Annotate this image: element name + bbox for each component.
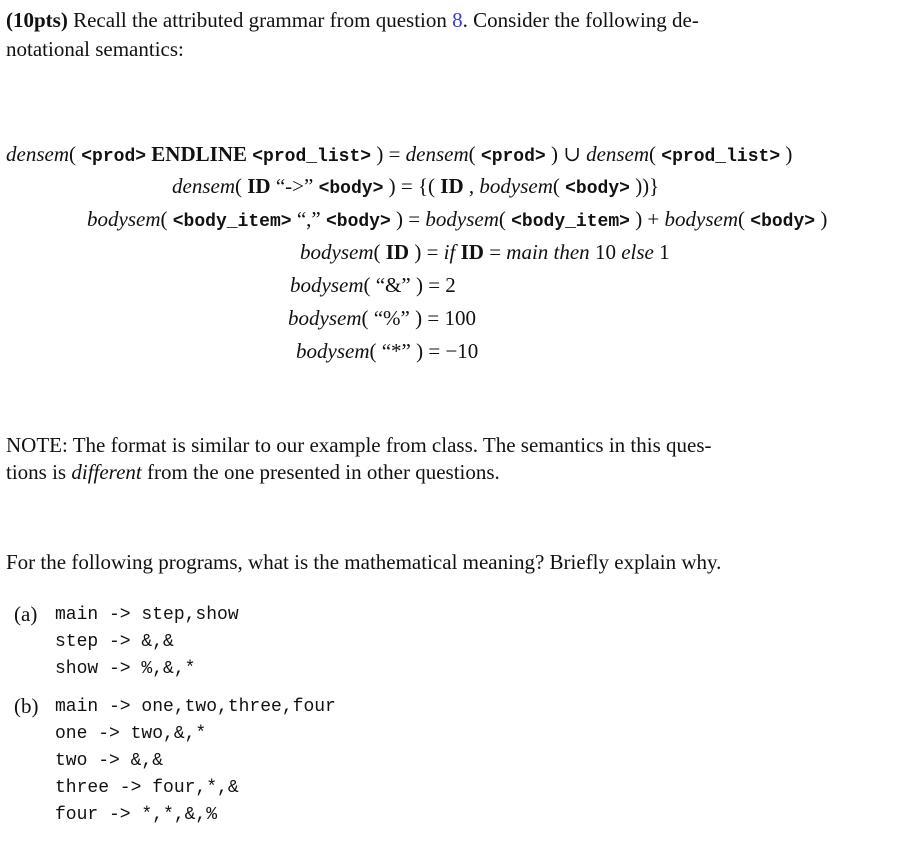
- program-a-label: (a): [14, 602, 38, 626]
- intro-text-a: Recall the attributed grammar from question: [67, 8, 453, 32]
- question-prompt: For the following programs, what is the mathematical meaning? Briefly explain why.: [6, 550, 722, 574]
- literal-main: main: [506, 240, 549, 264]
- bodysem-fn: bodysem: [290, 273, 364, 297]
- keyword-then: then: [548, 240, 590, 264]
- equals: =: [489, 240, 507, 264]
- nonterminal-body: <body>: [325, 212, 391, 232]
- note-line2: [6, 459, 906, 486]
- densem-fn: densem: [586, 142, 650, 166]
- nonterminal-body-item: <body_item>: [511, 212, 630, 232]
- paren: (: [160, 207, 173, 231]
- program-b-label: (b): [14, 694, 39, 718]
- equation-densem-prod-list: [6, 142, 792, 167]
- plus-op: ) +: [629, 207, 665, 231]
- bodysem-fn: bodysem: [296, 339, 370, 363]
- token-arrow: “->”: [270, 174, 319, 198]
- paren: ): [780, 142, 793, 166]
- program-a-line: main -> step,show: [55, 605, 239, 625]
- note-text: tions is: [6, 460, 72, 484]
- paren: (: [552, 174, 566, 198]
- paren: (: [468, 142, 481, 166]
- bodysem-fn: bodysem: [664, 207, 739, 231]
- keyword-if: if: [443, 240, 456, 264]
- paren: (: [738, 207, 751, 231]
- question-header-line2: notational semantics:: [6, 37, 184, 61]
- program-b-line: four -> *,*,&,%: [55, 805, 218, 825]
- paren: ): [815, 207, 828, 231]
- paren: (: [234, 174, 248, 198]
- token-id: ID: [440, 174, 464, 198]
- nonterminal-body: <body>: [565, 179, 630, 199]
- equation-rest: ( “*” ) = −10: [369, 339, 479, 363]
- note-text: from the one presented in other questions.: [141, 460, 500, 484]
- equation-rest: ( “%” ) = 100: [361, 306, 476, 330]
- bodysem-fn: bodysem: [425, 207, 499, 231]
- token-comma: “,”: [291, 207, 326, 231]
- paren: ))}: [629, 174, 660, 198]
- note-paragraph: [6, 432, 906, 486]
- intro-text-b: . Consider the following de-: [462, 8, 699, 32]
- bodysem-fn: bodysem: [479, 174, 553, 198]
- bodysem-fn: bodysem: [300, 240, 374, 264]
- nonterminal-body-item: <body_item>: [172, 212, 292, 232]
- token-id: ID: [247, 174, 271, 198]
- equals: ) =: [371, 142, 406, 166]
- bodysem-fn: bodysem: [288, 306, 362, 330]
- equation-densem-id-body: [172, 174, 659, 199]
- equation-bodysem-ampersand: [290, 273, 456, 298]
- program-b-line: two -> &,&: [55, 751, 164, 771]
- equals: ) =: [409, 240, 444, 264]
- note-line1: NOTE: The format is similar to our example from class. The semantics in this ques-: [6, 433, 712, 457]
- token-id: ID: [385, 240, 410, 264]
- value-ten: 10: [589, 240, 622, 264]
- keyword-else: else: [621, 240, 654, 264]
- equation-bodysem-id: [300, 240, 670, 265]
- equation-rest: ( “&” ) = 2: [363, 273, 456, 297]
- bodysem-fn: bodysem: [87, 207, 161, 231]
- paren: (: [373, 240, 386, 264]
- paren: (: [498, 207, 512, 231]
- comma: ,: [463, 174, 480, 198]
- nonterminal-prod-list: <prod_list>: [252, 147, 372, 167]
- union-op: ) ∪: [545, 142, 587, 166]
- program-b-line: three -> four,*,&: [55, 778, 239, 798]
- equation-bodysem-star: [296, 339, 478, 364]
- program-a-line: step -> &,&: [55, 632, 174, 652]
- equals: ) =: [390, 207, 426, 231]
- token-id: ID: [455, 240, 490, 264]
- note-emphasis: different: [71, 460, 142, 484]
- paren: (: [68, 142, 82, 166]
- equation-bodysem-body-item: [87, 207, 827, 232]
- program-b-line: one -> two,&,*: [55, 724, 207, 744]
- nonterminal-body: <body>: [318, 179, 384, 199]
- densem-fn: densem: [172, 174, 235, 198]
- program-a-line: show -> %,&,*: [55, 659, 196, 679]
- value-one: 1: [653, 240, 670, 264]
- points-label: (10pts): [6, 8, 68, 32]
- program-b-line: main -> one,two,three,four: [55, 697, 336, 717]
- question-header-line1: [6, 8, 699, 33]
- nonterminal-prod: <prod>: [81, 147, 147, 167]
- nonterminal-prod: <prod>: [480, 147, 546, 167]
- nonterminal-body: <body>: [750, 212, 816, 232]
- nonterminal-prod-list: <prod_list>: [661, 147, 781, 167]
- token-endline: ENDLINE: [146, 142, 253, 166]
- densem-fn: densem: [6, 142, 69, 166]
- question-reference-link[interactable]: 8: [452, 8, 463, 32]
- equation-bodysem-percent: [288, 306, 476, 331]
- paren: (: [649, 142, 662, 166]
- densem-fn: densem: [405, 142, 469, 166]
- equals: ) = {(: [383, 174, 441, 198]
